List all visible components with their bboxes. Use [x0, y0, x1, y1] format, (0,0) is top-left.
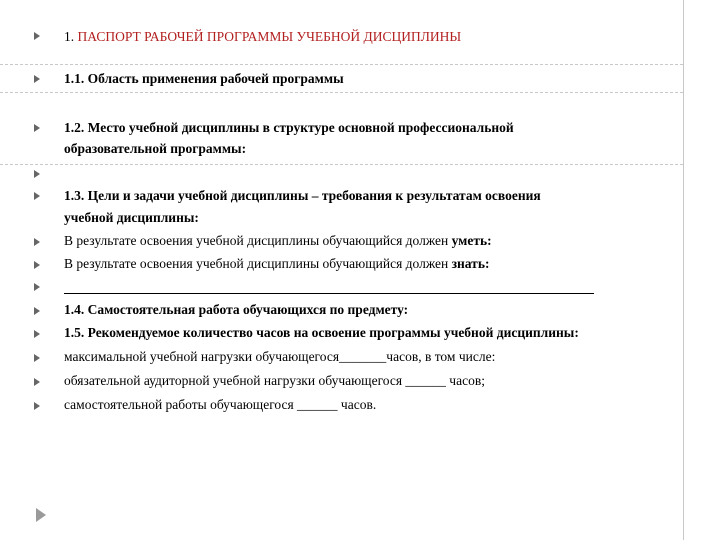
- outline-row-max-load: [0, 346, 683, 368]
- right-border-line: [683, 0, 684, 540]
- triangle-bullet-icon: [34, 170, 40, 178]
- triangle-bullet-icon: [34, 192, 40, 200]
- section-1-4: 1.4. Самостоятельная работа обучающихся по предмету:: [64, 302, 409, 317]
- umet-bold: уметь:: [451, 233, 492, 248]
- outline-row-self-work: [0, 394, 683, 416]
- outline-row-1-3: [0, 184, 683, 230]
- corner-triangle-icon: [36, 508, 46, 522]
- section-1-2-line2: образовательной программы:: [64, 141, 247, 156]
- znat-line: [64, 253, 489, 275]
- triangle-bullet-icon: [34, 402, 40, 410]
- outline-row-1-1: [0, 64, 683, 93]
- triangle-bullet-icon: [34, 32, 40, 40]
- section-1-5: 1.5. Рекомендуемое количество часов на освоение программы учебной дисциплины:: [64, 325, 579, 340]
- znat-bold: знать:: [451, 256, 490, 271]
- outline-row-aud-load: [0, 370, 683, 392]
- max-load-line: максимальной учебной нагрузки обучающегося_______часов, в том числе:: [64, 349, 496, 364]
- outline-row-znat: [0, 253, 683, 275]
- triangle-bullet-icon: [34, 354, 40, 362]
- outline-row-umet: [0, 230, 683, 252]
- triangle-bullet-icon: [34, 261, 40, 269]
- outline-row-title: [0, 14, 683, 65]
- section-1-1: 1.1. Область применения рабочей программы: [64, 71, 344, 86]
- blank-fill-line: [64, 283, 594, 294]
- section-1-3-line2: учебной дисциплины:: [64, 210, 199, 225]
- outline-row-1-4: [0, 299, 683, 321]
- section-1-3-line1: 1.3. Цели и задачи учебной дисциплины – требования к результатам освоения: [64, 188, 541, 203]
- section-title: [64, 26, 461, 48]
- outline-row-1-2: [0, 92, 683, 165]
- aud-load-line: обязательной аудиторной учебной нагрузки обучающегося ______ часов;: [64, 373, 485, 388]
- triangle-bullet-icon: [34, 283, 40, 291]
- umet-prefix: В результате освоения учебной дисциплины обучающийся должен: [64, 233, 452, 248]
- title-text: ПАСПОРТ РАБОЧЕЙ ПРОГРАММЫ УЧЕБНОЙ ДИСЦИПЛИНЫ: [77, 29, 462, 44]
- title-number: 1.: [64, 29, 75, 44]
- section-1-2-line1: 1.2. Место учебной дисциплины в структуре основной профессиональной: [64, 120, 514, 135]
- umet-line: [64, 230, 492, 252]
- outline-row-1-5: [0, 322, 683, 344]
- triangle-bullet-icon: [34, 238, 40, 246]
- triangle-bullet-icon: [34, 75, 40, 83]
- outline-row-blank-line: [0, 277, 683, 297]
- triangle-bullet-icon: [34, 124, 40, 132]
- triangle-bullet-icon: [34, 378, 40, 386]
- outline-row-empty-1: [0, 164, 683, 184]
- triangle-bullet-icon: [34, 307, 40, 315]
- znat-prefix: В результате освоения учебной дисциплины обучающийся должен: [64, 256, 452, 271]
- triangle-bullet-icon: [34, 330, 40, 338]
- self-work-line: самостоятельной работы обучающегося ______ часов.: [64, 397, 377, 412]
